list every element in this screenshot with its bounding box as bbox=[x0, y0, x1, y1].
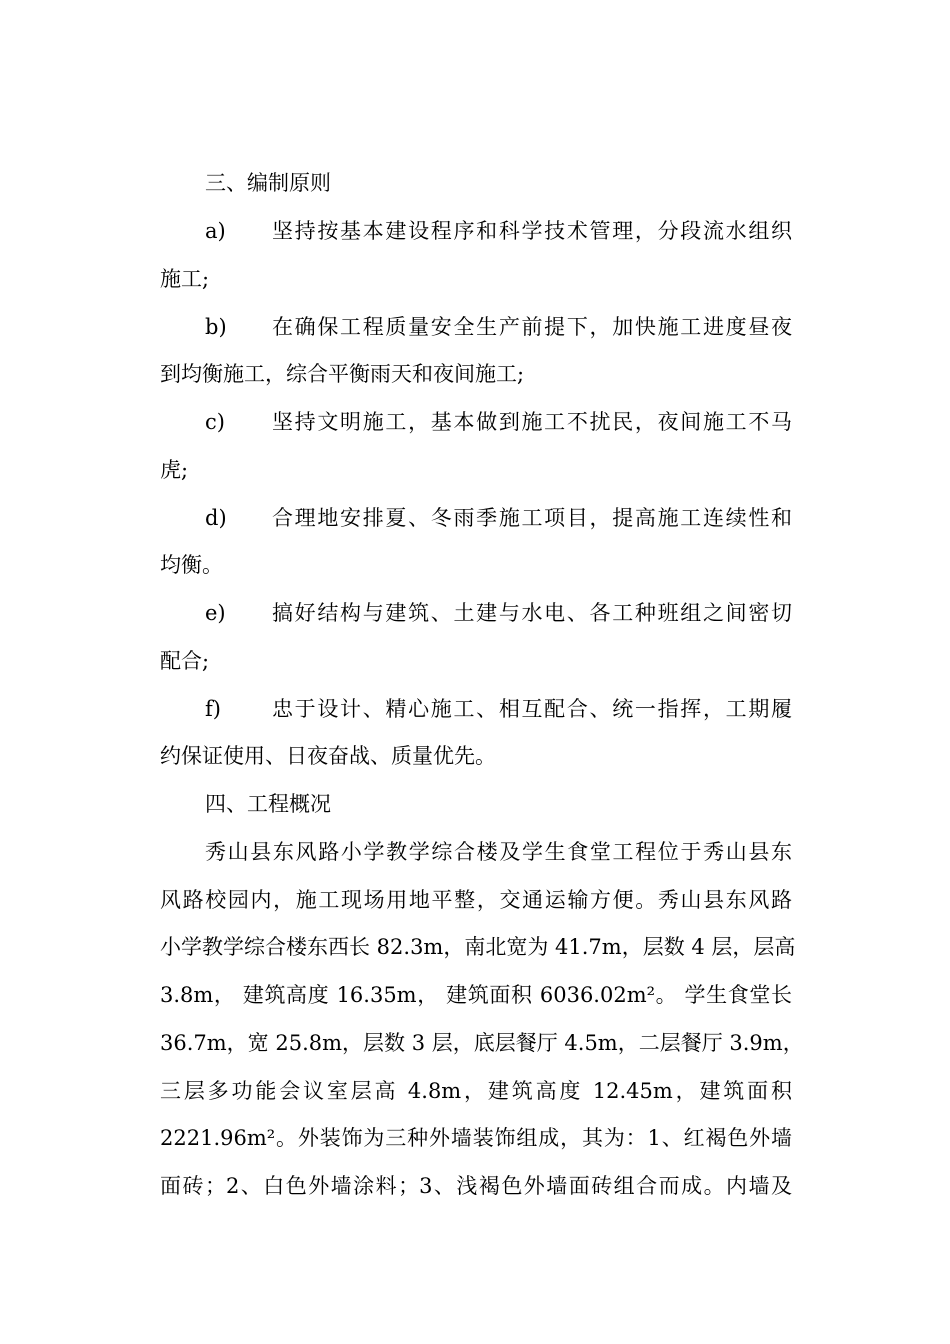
item-b-text-line1: 在确保工程质量安全生产前提下，加快施工进度昼夜 bbox=[272, 315, 792, 339]
section-4-heading: 四、工程概况 bbox=[205, 792, 331, 816]
overview-paragraph-line: 36.7m，宽 25.8m，层数 3 层，底层餐厅 4.5m，二层餐厅 3.9m， bbox=[160, 1031, 804, 1055]
item-c-text-line1: 坚持文明施工，基本做到施工不扰民，夜间施工不马 bbox=[272, 410, 792, 434]
item-f-label: f) bbox=[205, 697, 221, 721]
item-b-text-line2: 到均衡施工，综合平衡雨天和夜间施工; bbox=[160, 362, 525, 386]
item-d-text-line2: 均衡。 bbox=[160, 553, 223, 577]
section-3-heading: 三、编制原则 bbox=[205, 171, 331, 195]
overview-paragraph-line: 2221.96m²。外装饰为三种外墙装饰组成，其为：1、红褐色外墙 bbox=[160, 1126, 792, 1150]
item-c-text-line2: 虎; bbox=[160, 458, 189, 482]
item-a-label: a) bbox=[205, 219, 226, 243]
overview-paragraph-line: 风路校园内，施工现场用地平整，交通运输方便。秀山县东风路 bbox=[160, 888, 792, 912]
overview-paragraph-line: 小学教学综合楼东西长 82.3m，南北宽为 41.7m，层数 4 层，层高 bbox=[160, 935, 796, 959]
item-d-label: d) bbox=[205, 506, 227, 530]
item-d-text-line1: 合理地安排夏、冬雨季施工项目，提高施工连续性和 bbox=[272, 506, 792, 530]
overview-paragraph-line: 3.8m， 建筑高度 16.35m， 建筑面积 6036.02m²。 学生食堂长 bbox=[160, 983, 792, 1007]
item-a-text-line1: 坚持按基本建设程序和科学技术管理，分段流水组织 bbox=[272, 219, 792, 243]
item-f-text-line1: 忠于设计、精心施工、相互配合、统一指挥，工期履 bbox=[272, 697, 792, 721]
item-e-text-line2: 配合; bbox=[160, 649, 210, 673]
item-a-text-line2: 施工; bbox=[160, 267, 210, 291]
item-b-label: b) bbox=[205, 315, 227, 339]
overview-paragraph-line: 秀山县东风路小学教学综合楼及学生食堂工程位于秀山县东 bbox=[205, 840, 792, 864]
item-c-label: c) bbox=[205, 410, 225, 434]
item-e-label: e) bbox=[205, 601, 226, 625]
overview-paragraph-line: 三层多功能会议室层高 4.8m，建筑高度 12.45m，建筑面积 bbox=[160, 1079, 792, 1103]
item-e-text-line1: 搞好结构与建筑、土建与水电、各工种班组之间密切 bbox=[272, 601, 792, 625]
overview-paragraph-line: 面砖；2、白色外墙涂料；3、浅褐色外墙面砖组合而成。内墙及 bbox=[160, 1174, 792, 1198]
item-f-text-line2: 约保证使用、日夜奋战、质量优先。 bbox=[160, 744, 496, 768]
